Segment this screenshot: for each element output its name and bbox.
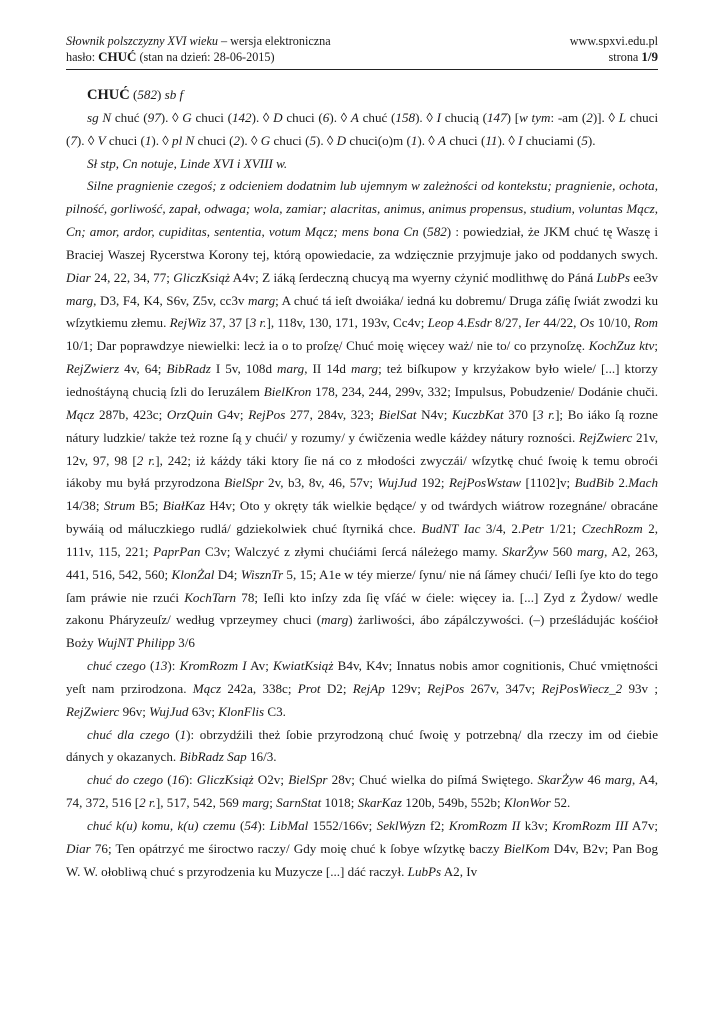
text-run: chuć (	[358, 109, 396, 125]
italic-run: 147	[486, 109, 507, 125]
italic-run: 142	[231, 109, 252, 125]
text-run: , II 14d	[304, 361, 351, 377]
text-run: chuci (	[282, 109, 323, 125]
text-run: ], 118v, 130, 171, 193v, Cc4v;	[266, 315, 428, 331]
text-run: ):	[257, 818, 270, 833]
text-run: chuciami (	[522, 132, 582, 148]
text-run: chuć (	[111, 109, 148, 125]
text-run: ):	[184, 772, 197, 788]
italic-run: 3 r.	[536, 406, 556, 422]
text-run: f2;	[425, 818, 449, 833]
entry-paragraph	[66, 175, 658, 655]
text-run: k3v;	[520, 818, 553, 833]
italic-run: Strum	[103, 498, 136, 514]
italic-run: V	[97, 132, 106, 148]
italic-run: A	[438, 132, 447, 148]
italic-run: WujJud	[149, 703, 189, 719]
italic-run: Rom	[633, 315, 658, 331]
italic-run: w tym	[519, 109, 551, 125]
italic-run: Diar	[66, 840, 91, 856]
italic-run: WujJud	[377, 475, 417, 491]
italic-run: WisznTr	[240, 566, 284, 582]
italic-run: GliczKsiąż	[173, 269, 230, 285]
text-run: chuci(o)m (	[346, 132, 411, 148]
italic-run: L	[618, 109, 627, 125]
italic-run: 1	[410, 132, 418, 148]
text-run: , D3, F4, K4, S6v, Z5v, cc3v	[93, 292, 248, 308]
text-run: 37, 37 [	[206, 315, 250, 331]
text-run: ) żarliwości, ábo zápálczywości. (–) prześládujác kośćioł Boży	[66, 612, 658, 651]
text-run: 24, 22, 34, 77;	[90, 269, 174, 285]
page-label: strona	[608, 50, 642, 64]
text-run: 178, 234, 244, 299v, 332; Impulsus, Pobudzenie/ Dodánie chuči.	[311, 383, 658, 399]
italic-run: BibRadz Sap	[179, 749, 247, 765]
text-run: 1018;	[321, 795, 358, 811]
text-run: I 5v, 108d	[210, 361, 278, 377]
italic-run: 2 r.	[139, 795, 156, 811]
text-run: 277, 284v, 323;	[285, 406, 379, 422]
text-run: ], 517, 542, 569	[155, 795, 243, 811]
text-run: chuci (	[446, 132, 486, 148]
italic-run: pl N	[172, 132, 195, 148]
italic-run: OrzQuin	[166, 406, 213, 422]
italic-run: KromRozm III	[552, 818, 629, 833]
text-run: 93v ;	[622, 680, 658, 696]
italic-run: 158	[395, 109, 416, 125]
italic-run: 13	[154, 658, 168, 674]
text-run: 46	[583, 772, 605, 788]
entry-paragraph	[66, 815, 658, 884]
text-run: 370 [	[503, 406, 537, 422]
italic-run: KwiatKsiąż	[273, 658, 334, 674]
italic-run: 97	[147, 109, 161, 125]
italic-run: 7	[70, 132, 77, 148]
italic-run: 2 r.	[136, 452, 156, 468]
italic-run: BielSat	[378, 406, 417, 422]
italic-run: RejAp	[352, 680, 385, 696]
entry-word: CHUĆ	[98, 49, 137, 64]
entry-paragraph	[66, 153, 658, 176]
text-run: D2;	[320, 680, 353, 696]
text-run: ). ◊	[316, 132, 337, 148]
italic-run: G	[260, 132, 271, 148]
text-run: ; też biſkupow y krzyżakow było wiele/ [...] ktorzy iednośtáyną chucią ſzli do Ieruzálem	[66, 361, 658, 399]
text-run: 52.	[550, 795, 571, 811]
italic-run: marg	[242, 795, 270, 811]
italic-run: Silne pragnienie czegoś; z odcieniem dodatnim lub ujemnym w zależności od kontekstu; pragnienie, ochota, pilność, gorliwość, zapał, odwaga; wola, zamiar; alacritas, animus, animus propensus, studium, voluntas Mącz, Cn; amor, ardor, cupiditas, sententia, votum Mącz; mens bona Cn	[66, 178, 658, 240]
italic-run: SeklWyzn	[376, 818, 426, 833]
text-run: 1/21;	[543, 521, 582, 537]
italic-run: RejPos	[248, 406, 286, 422]
text-run: A4v; Z iáką ſerdeczną chucyą ma wyerny cżynić modlithwę do Páná	[230, 269, 597, 285]
text-run: chuci (	[191, 109, 232, 125]
italic-run: PaprPan	[153, 543, 201, 559]
italic-run: Mach	[628, 475, 659, 491]
text-run: 2v, b3, 8v, 46, 57v;	[263, 475, 378, 491]
italic-run: 2	[233, 132, 241, 148]
text-run: 242a, 338c;	[221, 680, 298, 696]
text-run: , A2, 263, 441, 516, 542, 560;	[66, 543, 659, 582]
text-run: B5;	[135, 498, 163, 514]
text-run: 10/10,	[594, 315, 634, 331]
text-run: ) : powiedział, że JKM chuć tę Waszę i Braciej Waszej Rycerstwa Korony tej, którą opowiedacie, za wdzięcznie przyjmuje jako od poddanych swych.	[66, 224, 658, 262]
italic-run: G	[182, 109, 192, 125]
text-run: (	[418, 224, 428, 240]
italic-run: BiałKaz	[162, 498, 205, 514]
text-run: A7v;	[628, 818, 659, 833]
text-run: ). ◊	[497, 132, 519, 148]
italic-run: CzechRozm	[581, 521, 643, 537]
italic-run: 582	[137, 87, 157, 102]
entry-body	[66, 84, 658, 884]
italic-run: marg	[247, 292, 276, 308]
italic-run: 2	[586, 109, 593, 125]
text-run: chucią (	[441, 109, 487, 125]
entry-paragraph	[66, 84, 658, 107]
italic-run: I	[436, 109, 441, 125]
italic-run: Diar	[66, 269, 91, 285]
italic-run: marg	[277, 361, 305, 377]
italic-run: SkarŻyw	[537, 772, 584, 788]
text-run: (	[235, 818, 245, 833]
italic-run: RejZwierc	[578, 429, 633, 445]
italic-run: Esdr	[466, 315, 492, 331]
italic-run: 54	[244, 818, 258, 833]
italic-run: 11	[485, 132, 498, 148]
text-run: 5, 15; A1e w téy mierze/ ſynu/ nie ná ſámey chući/ Ieſli ſye kto do tego ſam práwie nie rzući	[66, 566, 659, 605]
italic-run: KlonFlis	[218, 703, 265, 719]
text-run: ).	[587, 132, 596, 148]
text-run: 3/4, 2.	[480, 521, 522, 537]
text-run: 120b, 549b, 552b;	[402, 795, 504, 811]
text-run: 1552/166v;	[308, 818, 377, 833]
italic-run: I	[518, 132, 523, 148]
italic-run: Os	[579, 315, 595, 331]
text-run: 44/22,	[540, 315, 580, 331]
italic-run: RejPosWstaw	[449, 475, 522, 491]
italic-run: LibMal	[269, 818, 309, 833]
text-run: 76; Ten opátrzyć me śiroctwo raczy/ Gdy moię chuć k ſobye wſzytkę baczy	[90, 840, 504, 856]
header-divider	[66, 69, 658, 70]
text-run: O2v;	[253, 772, 289, 788]
entry-paragraph	[66, 107, 658, 153]
text-run: Av;	[246, 658, 274, 674]
text-run: ) [	[506, 109, 520, 125]
italic-run: chuć dla czego	[87, 726, 170, 742]
italic-run: RejPosWiecz_2	[541, 680, 623, 696]
text-run: C3v; Walczyć z złymi chućiámi ſercá náleżego mamy.	[200, 543, 503, 559]
text-run: 8/27,	[491, 315, 525, 331]
italic-run: KromRozm I	[179, 658, 247, 674]
text-run: ). ◊	[240, 132, 261, 148]
italic-run: BudBib	[574, 475, 614, 491]
text-run: 28v; Chuć wielka do piſmá Swiętego.	[327, 772, 538, 788]
italic-run: RejWiz	[169, 315, 207, 331]
italic-run: 3 r.	[249, 315, 267, 331]
text-run: ). ◊	[76, 132, 98, 148]
text-run: chuci (	[270, 132, 310, 148]
italic-run: GliczKsiąż	[196, 772, 254, 788]
dictionary-subtitle: – wersja elektroniczna	[217, 34, 331, 48]
italic-run: D	[273, 109, 283, 125]
text-run: 14/38;	[66, 498, 104, 514]
italic-run: Leop	[427, 315, 454, 331]
text-run: ). ◊	[415, 109, 437, 125]
italic-run: 16	[171, 772, 185, 788]
italic-run: BielSpr	[288, 772, 328, 788]
text-run: 560	[548, 543, 577, 559]
italic-run: chuć czego	[87, 658, 146, 674]
text-run: )]. ◊	[592, 109, 619, 125]
text-run: ;	[269, 795, 277, 811]
site-url[interactable]: www.spxvi.edu.pl	[569, 34, 658, 48]
italic-run: Mącz	[66, 406, 95, 422]
text-run: chuci (	[105, 132, 145, 148]
text-run: ee3v	[629, 269, 659, 285]
text-run: (	[163, 772, 172, 788]
italic-run: LubPs	[407, 863, 442, 879]
italic-run: WujNT Philipp	[96, 635, 175, 651]
italic-run: marg	[321, 612, 349, 628]
italic-run: 1	[179, 726, 187, 742]
italic-run: Mącz	[192, 680, 222, 696]
italic-run: sb f	[164, 87, 184, 102]
italic-run: chuć do czego	[87, 772, 164, 788]
text-run: ]; Bo iáko ſą rozne nátury ludzkie/ także też rozne ſą y chući/ y rozumy/ y ćwičzenia wedle káżdey nátury rozności.	[66, 406, 658, 445]
italic-run: D	[336, 132, 347, 148]
italic-run: BielKron	[263, 383, 312, 399]
page-number: 1/9	[641, 49, 658, 64]
italic-run: SarnStat	[276, 795, 322, 811]
dictionary-title: Słownik polszczyzny XVI wieku	[66, 34, 218, 48]
entry-label: hasło:	[66, 50, 99, 64]
italic-run: LubPs	[596, 269, 630, 285]
text-run: )	[156, 87, 165, 102]
text-run: (	[129, 87, 138, 102]
italic-run: Ier	[524, 315, 541, 331]
text-run: ], 242; iż káżdy táki ktory ſie ná co z młodości zwyczái/ wſzytkę chuć ſwoię k temu obroći iákoby mu byłá przyrodzona	[66, 452, 658, 491]
italic-run: KochZuz ktv	[588, 338, 655, 354]
text-run: 16/3.	[246, 749, 277, 765]
italic-run: SkarŻyw	[502, 543, 549, 559]
italic-run: 6	[322, 109, 330, 125]
text-run: A2, Iv	[441, 863, 478, 879]
italic-run: 5	[581, 132, 588, 148]
text-run: 96v;	[119, 703, 150, 719]
text-run: ; A chuć tá ieſt dwoiáka/ iedná ku dobremu/ Druga záſię ſwiát zwodzi ku wſzytkiemu złemu.	[66, 292, 658, 331]
text-run: [1102]v;	[521, 475, 575, 491]
italic-run: BudNT Iac	[421, 521, 481, 537]
entry-paragraph	[66, 724, 658, 770]
italic-run: KlonWor	[503, 795, 551, 811]
text-run: 4v, 64;	[119, 361, 167, 377]
text-run: ). ◊	[160, 109, 183, 125]
text-run: ). ◊	[417, 132, 439, 148]
italic-run: KlonŻal	[171, 566, 215, 582]
italic-run: Sł stp, Cn notuje, Linde XVI i XVIII w.	[87, 155, 288, 171]
text-run: , A4, 74, 372, 516 [	[66, 772, 659, 811]
text-run: ). ◊	[251, 109, 274, 125]
text-run: (	[145, 658, 155, 674]
text-run: 78; Ieſli kto inſzy zda ſię vſáć w ćiele: więcey ia. [...] Zyd z Żydow/ wedle zakonu Pháryzeuſz/ według vprzeymey chuci (	[66, 589, 658, 628]
text-run: ):	[167, 658, 180, 674]
page-header	[66, 33, 658, 65]
text-run: 2.	[613, 475, 629, 491]
italic-run: RejPos	[427, 680, 465, 696]
italic-run: marg	[604, 772, 633, 788]
text-run: 3/6	[174, 635, 195, 651]
italic-run: Prot	[297, 680, 321, 696]
text-run: 63v;	[188, 703, 219, 719]
italic-run: A	[350, 109, 359, 125]
text-run: 129v;	[384, 680, 428, 696]
text-run: C3.	[264, 703, 286, 719]
text-run: chuci (	[66, 109, 659, 148]
italic-run: chuć k(u) komu, k(u) czemu	[87, 818, 236, 833]
text-run: 10/1; Dar poprawdzye niewielki: lecż ia o to proſzę/ Chuć moię więcey waż/ nie to/ co przynoſzę.	[66, 338, 589, 354]
text-run: N4v;	[416, 406, 452, 422]
text-run: H4v; Oto y okręty ták wielkie będące/ y od twárdych wiátrow rozegnáne/ obracáne bywáią od máluczkiego rudlá/ gdziekolwiek chuć ſtyrniká chce.	[66, 498, 658, 537]
headword: CHUĆ	[87, 87, 130, 103]
italic-run: Petr	[521, 521, 544, 537]
entry-paragraph	[66, 655, 658, 724]
italic-run: KromRozm II	[448, 818, 521, 833]
italic-run: BielKom	[503, 840, 550, 856]
italic-run: BielSpr	[224, 475, 264, 491]
text-run: ;	[654, 338, 658, 354]
italic-run: RejZwierz	[66, 361, 120, 377]
text-run: D4;	[214, 566, 241, 582]
text-run: (	[169, 726, 180, 742]
header-left	[66, 33, 331, 65]
italic-run: marg	[66, 292, 94, 308]
italic-run: sg N	[87, 109, 112, 125]
italic-run: 5	[309, 132, 316, 148]
italic-run: 582	[427, 224, 447, 240]
entry-date: (stan na dzień: 28-06-2015)	[136, 50, 275, 64]
text-run: D4v, B2v; Pan Bog W. W. ołobliwą chuć s przyrodzenia ku Muzycze [...] dáć raczył.	[66, 840, 658, 879]
text-run: ). ◊	[329, 109, 351, 125]
text-run: chuci (	[194, 132, 234, 148]
text-run: B4v, K4v; Innatus nobis amor cognitionis, Chuć vmiętności yeſt nam przirodzona.	[66, 658, 658, 696]
italic-run: KuczbKat	[452, 406, 504, 422]
text-run: 2, 111v, 115, 221;	[66, 521, 659, 559]
text-run: ). ◊	[151, 132, 173, 148]
text-run: G4v;	[212, 406, 249, 422]
italic-run: RejZwierc	[66, 703, 120, 719]
text-run: 267v, 347v;	[464, 680, 542, 696]
italic-run: 1	[144, 132, 152, 148]
text-run: 192;	[416, 475, 450, 491]
entry-paragraph	[66, 769, 658, 815]
italic-run: KochTarn	[184, 589, 237, 605]
text-run: ): obrzydźili theż ſobie przyrodzoną chuć ſwoię y potrzebną/ dla rzeczy im od ćiebie dánych y okazanych.	[66, 726, 658, 765]
text-run: 287b, 423c;	[94, 406, 167, 422]
text-run: 21v, 12v, 97, 98 [	[66, 429, 659, 468]
italic-run: BibRadz	[166, 361, 211, 377]
text-run: : -am (	[550, 109, 587, 125]
italic-run: marg	[576, 543, 605, 559]
text-run: 4.	[453, 315, 467, 331]
header-right	[570, 33, 658, 65]
italic-run: marg	[350, 361, 379, 377]
italic-run: SkarKaz	[357, 795, 403, 811]
